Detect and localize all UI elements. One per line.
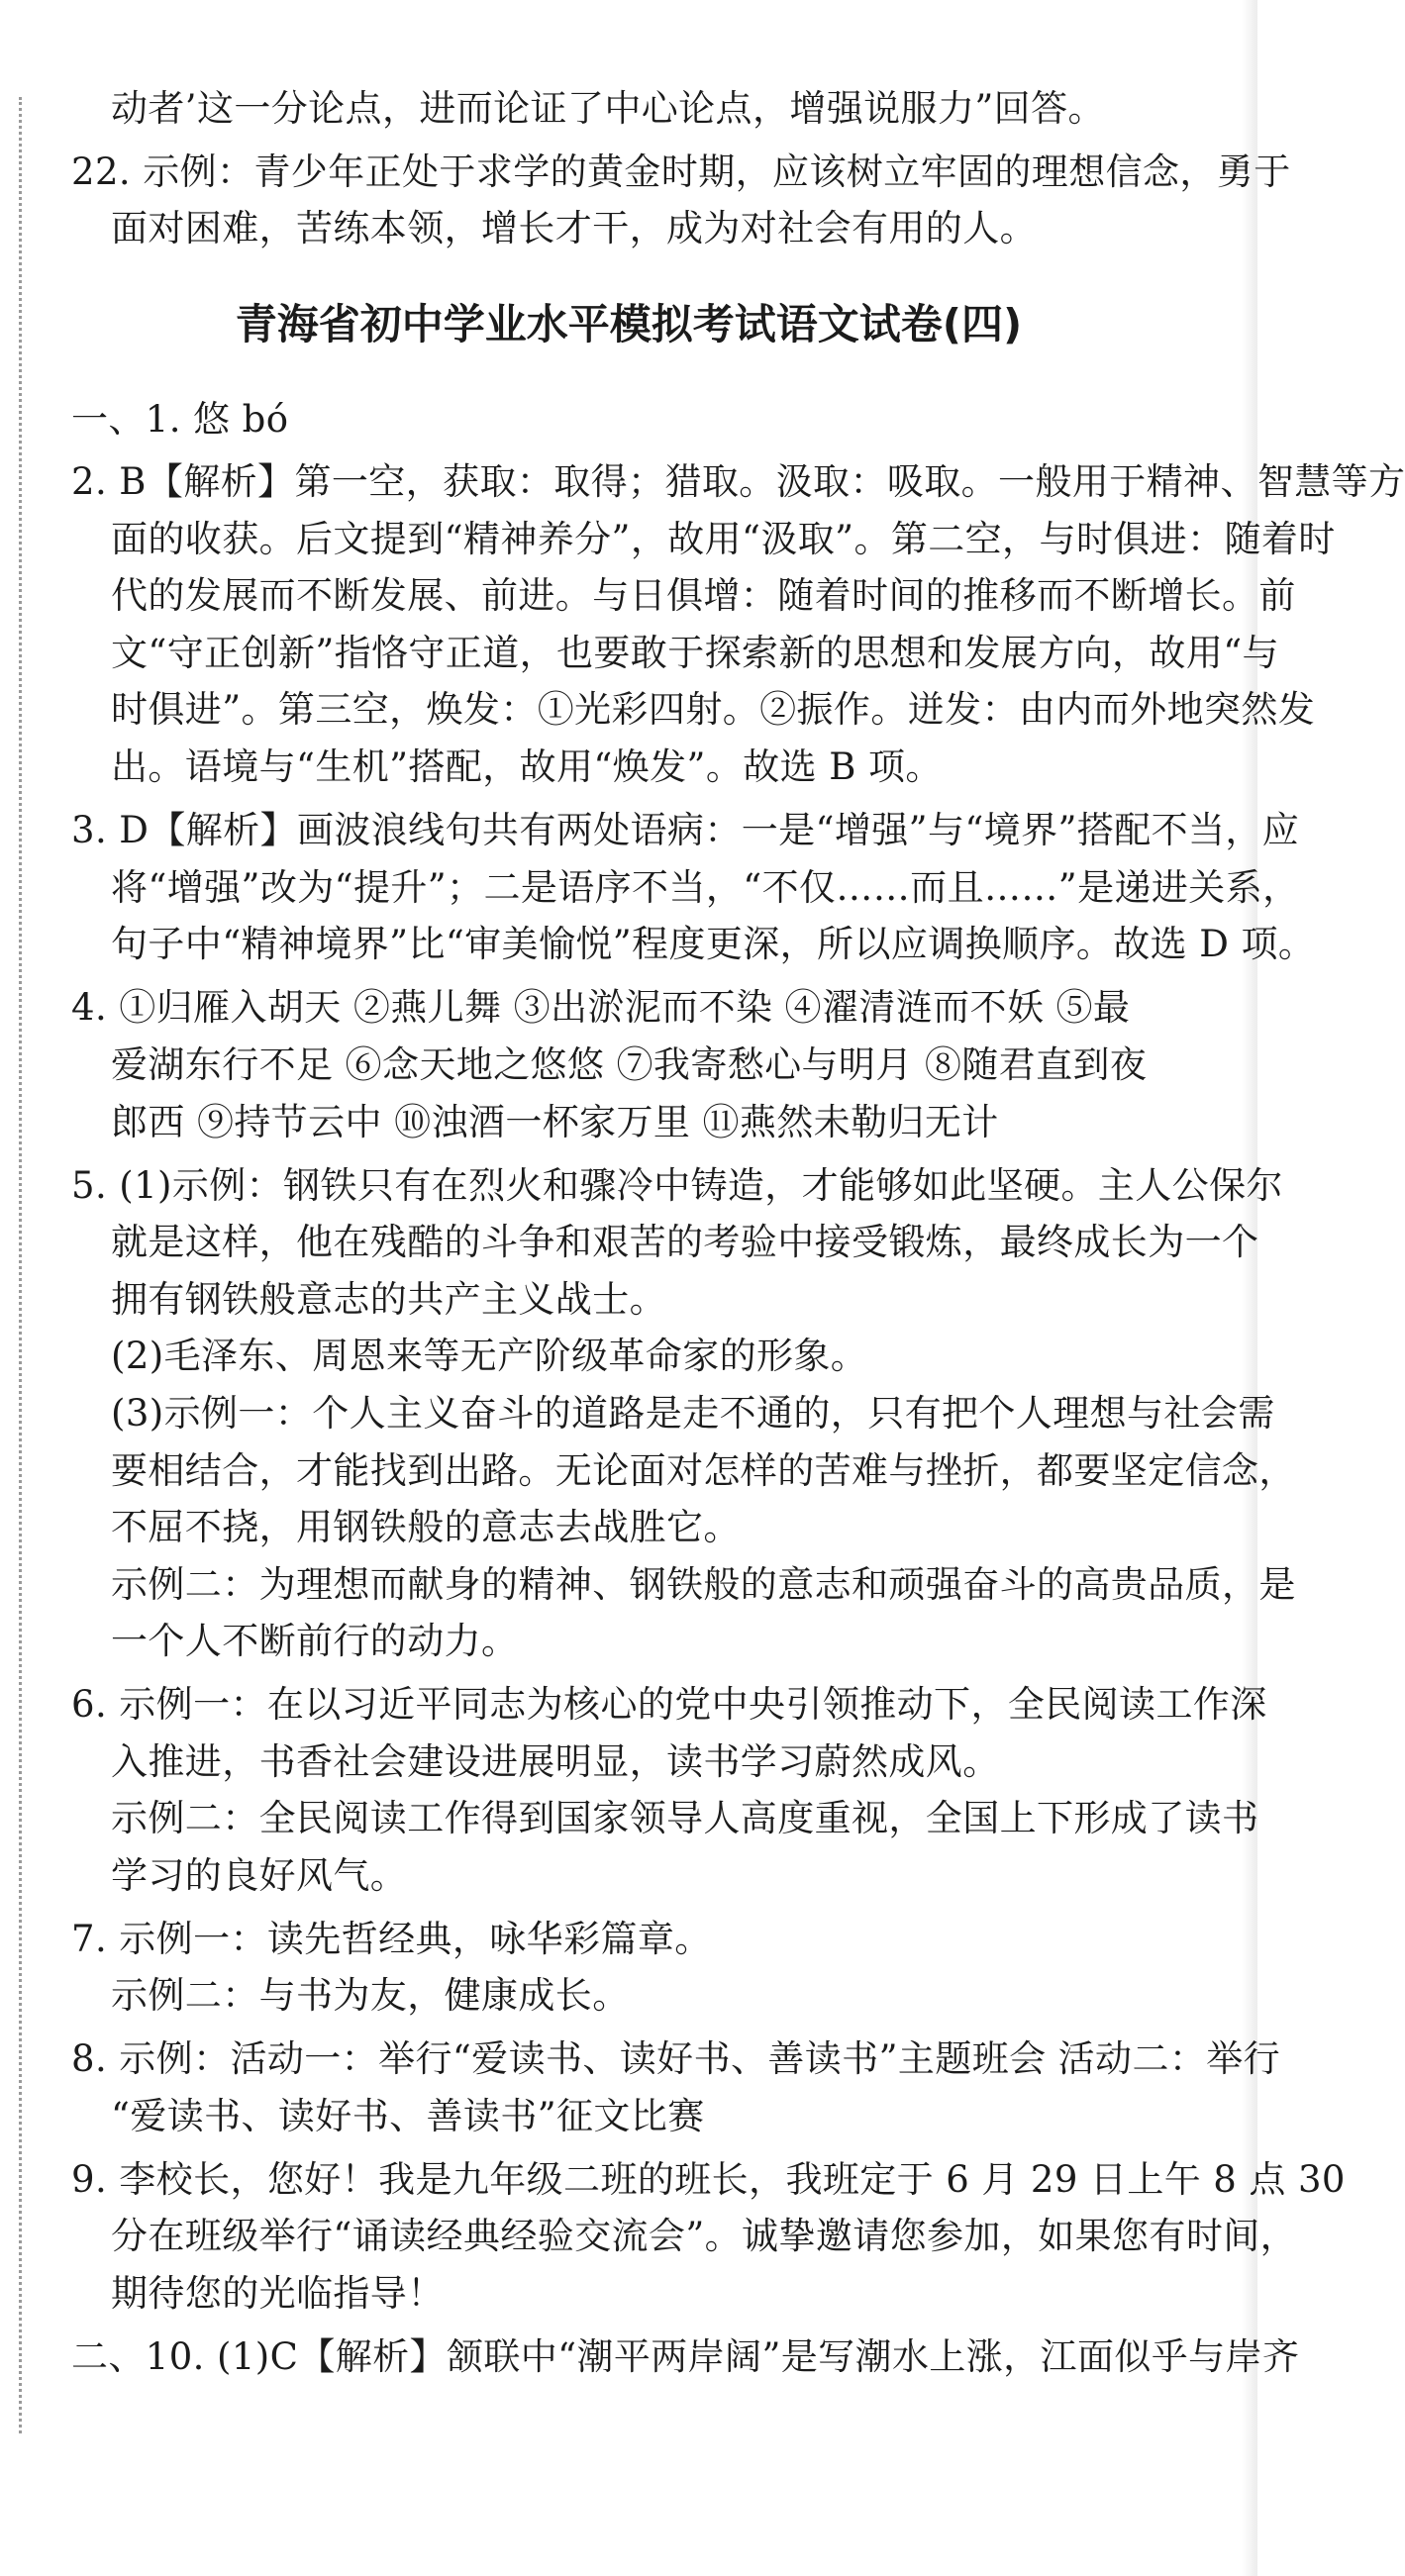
text-line: 面对困难，苦练本领，增长才干，成为对社会有用的人。 (111, 207, 1037, 249)
text-line: 文“守正创新”指恪守正道，也要敢于探索新的思想和发展方向，故用“与 (111, 632, 1279, 674)
section-title: 青海省初中学业水平模拟考试语文试卷(四) (235, 300, 1023, 348)
text-line: 一个人不断前行的动力。 (111, 1620, 519, 1662)
text-line: 郎西 ⑨持节云中 ⑩浊酒一杯家万里 ⑪燕然未勒归无计 (111, 1101, 999, 1143)
text-line: (3)示例一：个人主义奋斗的道路是走不通的，只有把个人理想与社会需 (111, 1392, 1275, 1435)
text-line: 代的发展而不断发展、前进。与日俱增：随着时间的推移而不断增长。前 (111, 574, 1296, 617)
text-line: 8. 示例：活动一：举行“爱读书、读好书、善读书”主题班会 活动二：举行 (71, 2037, 1281, 2080)
text-line: 出。语境与“生机”搭配，故用“焕发”。故选 B 项。 (111, 745, 943, 788)
text-line: 示例二：为理想而献身的精神、钢铁般的意志和顽强奋斗的高贵品质，是 (111, 1563, 1296, 1606)
text-line: 要相结合，才能找到出路。无论面对怎样的苦难与挫折，都要坚定信念， (111, 1449, 1296, 1492)
text-line: 将“增强”改为“提升”；二是语序不当，“不仅……而且……”是递进关系， (111, 866, 1300, 909)
text-line: 示例二：全民阅读工作得到国家领导人高度重视，全国上下形成了读书 (111, 1797, 1259, 1839)
text-line: 5. (1)示例：钢铁只有在烈火和骤冷中铸造，才能够如此坚硬。主人公保尔 (71, 1164, 1283, 1207)
text-line: 分在班级举行“诵读经典经验交流会”。诚挚邀请您参加，如果您有时间， (111, 2215, 1298, 2257)
text-line: 不屈不挠，用钢铁般的意志去战胜它。 (111, 1506, 741, 1548)
text-line: (2)毛泽东、周恩来等无产阶级革命家的形象。 (111, 1335, 868, 1377)
text-line: “爱读书、读好书、善读书”征文比赛 (111, 2095, 705, 2137)
text-line: 6. 示例一：在以习近平同志为核心的党中央引领推动下，全民阅读工作深 (71, 1683, 1267, 1726)
text-line: 时俱进”。第三空，焕发：①光彩四射。②振作。迸发：由内而外地突然发 (111, 688, 1316, 731)
text-line: 一、1. 悠 bó (71, 398, 289, 441)
text-line: 2. B【解析】第一空，获取：取得；猎取。汲取：吸取。一般用于精神、智慧等方 (71, 460, 1405, 503)
text-line: 7. 示例一：读先哲经典，咏华彩篇章。 (71, 1918, 712, 1960)
text-line: 拥有钢铁般意志的共产主义战士。 (111, 1278, 666, 1321)
text-line: 示例二：与书为友，健康成长。 (111, 1974, 630, 2017)
text-line: 句子中“精神境界”比“审美愉悦”程度更深，所以应调换顺序。故选 D 项。 (111, 923, 1316, 965)
text-line: 9. 李校长，您好！我是九年级二班的班长，我班定于 6 月 29 日上午 8 点 30 (71, 2158, 1346, 2201)
text-line: 期待您的光临指导！ (111, 2272, 445, 2315)
text-line: 入推进，书香社会建设进展明显，读书学习蔚然成风。 (111, 1740, 1000, 1783)
text-line: 就是这样，他在残酷的斗争和艰苦的考验中接受锻炼，最终成长为一个 (111, 1221, 1259, 1263)
text-line: 学习的良好风气。 (111, 1854, 408, 1897)
text-line: 爱湖东行不足 ⑥念天地之悠悠 ⑦我寄愁心与明月 ⑧随君直到夜 (111, 1043, 1148, 1086)
text-line: 面的收获。后文提到“精神养分”，故用“汲取”。第二空，与时俱进：随着时 (111, 518, 1336, 560)
binding-margin-line (19, 97, 22, 2433)
text-line: 动者’这一分论点，进而论证了中心论点，增强说服力”回答。 (111, 87, 1105, 130)
text-line: 二、10. (1)C【解析】颔联中“潮平两岸阔”是写潮水上涨，江面似乎与岸齐 (71, 2335, 1300, 2378)
text-line: 3. D【解析】画波浪线句共有两处语病：一是“增强”与“境界”搭配不当，应 (71, 809, 1300, 851)
text-line: 22. 示例：青少年正处于求学的黄金时期，应该树立牢固的理想信念，勇于 (71, 150, 1291, 193)
text-line: 4. ①归雁入胡天 ②燕儿舞 ③出淤泥而不染 ④濯清涟而不妖 ⑤最 (71, 986, 1131, 1029)
